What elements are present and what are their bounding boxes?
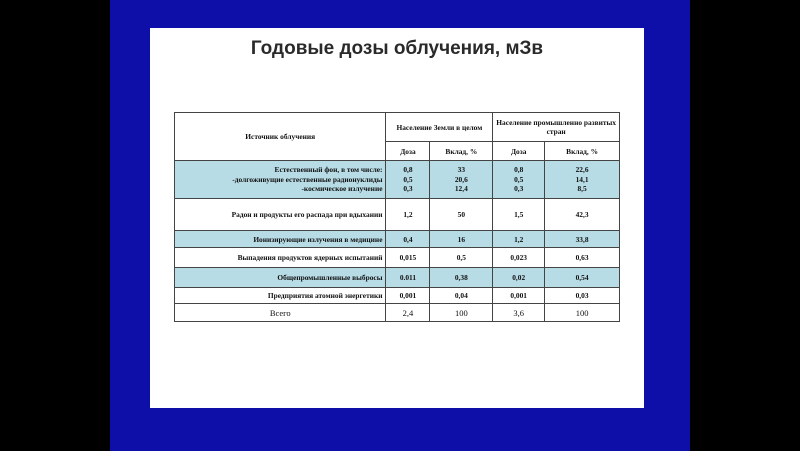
contribution-cell: 0,63 xyxy=(545,248,620,268)
slide-title: Годовые дозы облучения, мЗв xyxy=(250,38,544,59)
contribution-cell: 16 xyxy=(430,231,493,248)
source-cell: Выпадения продуктов ядерных испытаний xyxy=(175,248,386,268)
value: 0,8 xyxy=(403,165,413,175)
source-cell: Общепромышленные выбросы xyxy=(175,268,386,288)
table-row xyxy=(175,288,620,304)
dose-cell: 0,015 xyxy=(386,248,430,268)
source-line: Естественный фон, в том числе: xyxy=(274,165,383,175)
dose-cell: 1,2 xyxy=(493,231,545,248)
value: 8,5 xyxy=(577,184,587,194)
value: 0,5 xyxy=(403,174,413,184)
contribution-cell: 100 xyxy=(430,304,493,322)
contribution-cell: 0,54 xyxy=(545,268,620,288)
table-row xyxy=(175,161,620,199)
table-row xyxy=(175,199,620,231)
slide xyxy=(150,28,644,408)
dose-table xyxy=(174,112,620,322)
dose-cell: 2,4 xyxy=(386,304,430,322)
source-line: -долгоживущие естественные радионуклиды xyxy=(232,174,383,184)
contribution-cell: 50 xyxy=(430,199,493,231)
source-cell: Всего xyxy=(175,304,386,322)
contribution-cell: 0,38 xyxy=(430,268,493,288)
contribution-cell: 0,03 xyxy=(545,288,620,304)
value: 0,3 xyxy=(514,184,524,194)
dose-cell: 0,001 xyxy=(386,288,430,304)
contribution-cell xyxy=(545,161,620,199)
header-industrial-population: Население промышленно развитых стран xyxy=(493,113,620,142)
source-cell xyxy=(175,161,386,199)
table-row xyxy=(175,231,620,248)
value: 0,5 xyxy=(514,174,524,184)
dose-cell: 3,6 xyxy=(493,304,545,322)
table-header-row xyxy=(175,113,620,142)
value: 0,8 xyxy=(514,165,524,175)
subheader-dose: Доза xyxy=(386,142,430,161)
subheader-contribution: Вклад, % xyxy=(545,142,620,161)
source-line: -космическое излучение xyxy=(301,184,383,194)
source-cell: Предприятия атомной энергетики xyxy=(175,288,386,304)
subheader-dose: Доза xyxy=(493,142,545,161)
value: 12,4 xyxy=(454,184,468,194)
dose-cell xyxy=(386,161,430,199)
contribution-cell xyxy=(430,161,493,199)
table-row xyxy=(175,248,620,268)
value: 0,3 xyxy=(403,184,413,194)
contribution-cell: 0,04 xyxy=(430,288,493,304)
value: 22,6 xyxy=(575,165,589,175)
source-cell: Ионизирующие излучения в медицине xyxy=(175,231,386,248)
contribution-cell: 100 xyxy=(545,304,620,322)
dose-cell: 0,02 xyxy=(493,268,545,288)
contribution-cell: 33,8 xyxy=(545,231,620,248)
subheader-contribution: Вклад, % xyxy=(430,142,493,161)
dose-cell xyxy=(493,161,545,199)
table-row xyxy=(175,268,620,288)
value: 20,6 xyxy=(454,174,468,184)
value: 33 xyxy=(457,165,466,175)
source-cell: Радон и продукты его распада при вдыхании xyxy=(175,199,386,231)
table-row-total xyxy=(175,304,620,322)
value: 14,1 xyxy=(575,174,589,184)
dose-cell: 0,4 xyxy=(386,231,430,248)
header-world-population: Население Земли в целом xyxy=(386,113,493,142)
contribution-cell: 0,5 xyxy=(430,248,493,268)
dose-cell: 1,2 xyxy=(386,199,430,231)
contribution-cell: 42,3 xyxy=(545,199,620,231)
dose-cell: 0.011 xyxy=(386,268,430,288)
dose-cell: 0,001 xyxy=(493,288,545,304)
header-source: Источник облучения xyxy=(175,113,386,161)
dose-cell: 1,5 xyxy=(493,199,545,231)
dose-cell: 0,023 xyxy=(493,248,545,268)
